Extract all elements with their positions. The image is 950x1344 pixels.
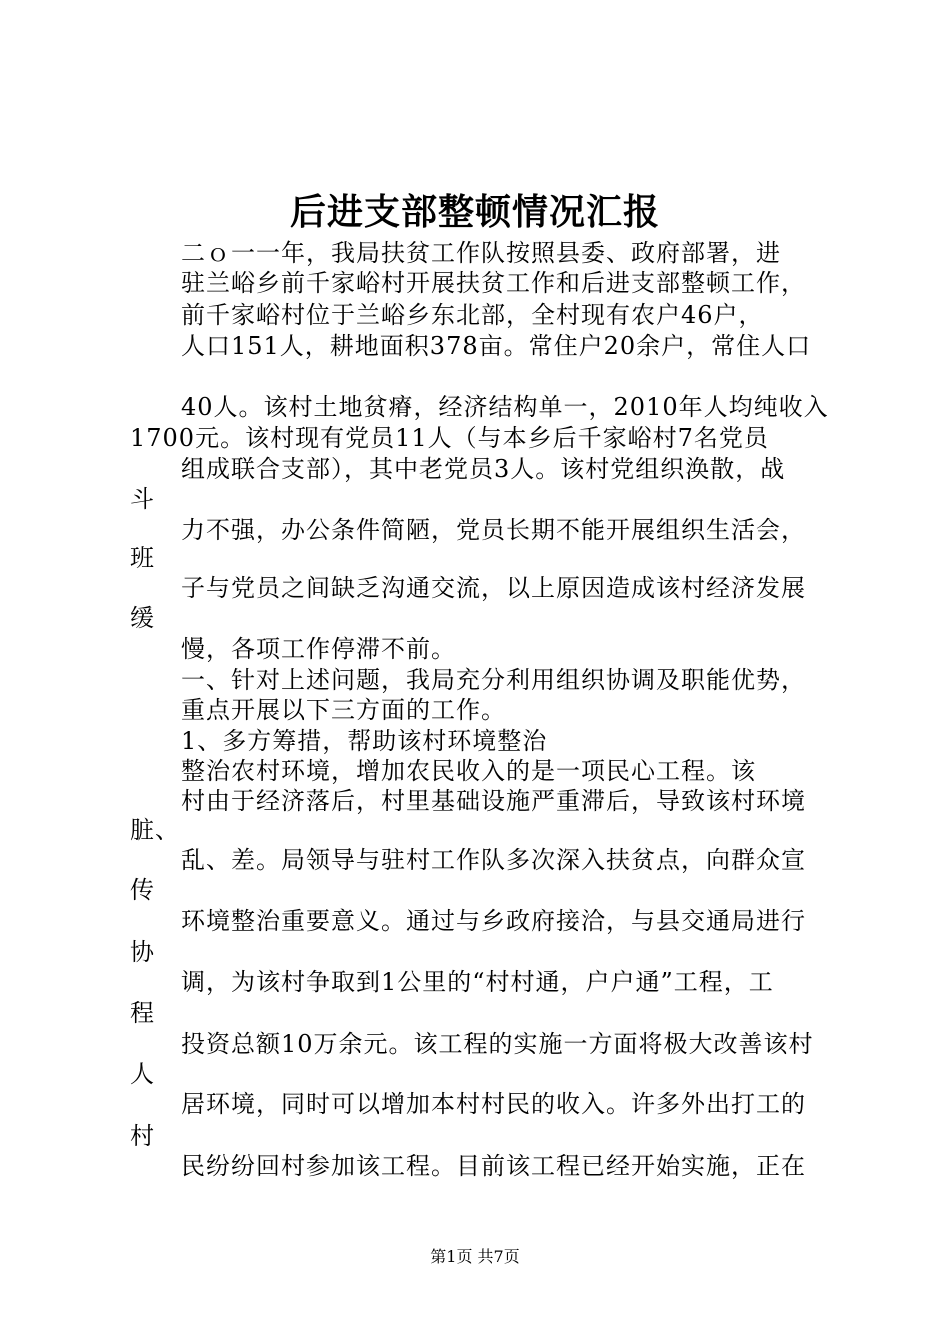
body-line: 斗 bbox=[130, 485, 155, 513]
body-line: 力不强，办公条件简陋，党员长期不能开展组织生活会， bbox=[181, 516, 806, 544]
body-line: 40人。该村土地贫瘠，经济结构单一，2010年人均纯收入 bbox=[181, 393, 829, 421]
body-line: 传 bbox=[130, 876, 155, 904]
body-line: 民纷纷回村参加该工程。目前该工程已经开始实施，正在 bbox=[181, 1152, 806, 1180]
body-line: 1、多方筹措，帮助该村环境整治 bbox=[181, 727, 548, 755]
body-line: 乱、差。局领导与驻村工作队多次深入扶贫点，向群众宣 bbox=[181, 846, 806, 874]
body-line: 组成联合支部），其中老党员3人。该村党组织涣散，战 bbox=[181, 455, 786, 483]
body-line: 协 bbox=[130, 938, 155, 966]
body-line: 调，为该村争取到1公里的“村村通，户户通”工程，工 bbox=[181, 968, 774, 996]
body-line: 人 bbox=[130, 1060, 155, 1088]
body-line: 整治农村环境，增加农民收入的是一项民心工程。该 bbox=[181, 757, 756, 785]
body-line: 慢，各项工作停滞不前。 bbox=[181, 635, 456, 663]
body-line: 脏、 bbox=[130, 816, 180, 844]
body-line: 一、针对上述问题，我局充分利用组织协调及职能优势， bbox=[181, 666, 806, 694]
body-line: 缓 bbox=[130, 604, 155, 632]
body-line: 1700元。该村现有党员11人（与本乡后千家峪村7名党员 bbox=[130, 424, 769, 452]
body-line: 投资总额10万余元。该工程的实施一方面将极大改善该村 bbox=[181, 1030, 814, 1058]
body-line: 人口151人，耕地面积378亩。常住户20余户，常住人口 bbox=[181, 332, 812, 360]
page-number-footer: 第1页 共7页 bbox=[430, 1247, 520, 1266]
body-line: 村 bbox=[130, 1122, 155, 1150]
body-line: 班 bbox=[130, 544, 155, 572]
body-line: 驻兰峪乡前千家峪村开展扶贫工作和后进支部整顿工作， bbox=[181, 269, 806, 297]
body-line: 二ｏ一一年，我局扶贫工作队按照县委、政府部署，进 bbox=[181, 239, 781, 267]
body-line: 居环境，同时可以增加本村村民的收入。许多外出打工的 bbox=[181, 1090, 806, 1118]
body-line: 前千家峪村位于兰峪乡东北部，全村现有农户46户， bbox=[181, 301, 764, 329]
body-line: 程 bbox=[130, 999, 155, 1027]
body-line: 环境整治重要意义。通过与乡政府接洽，与县交通局进行 bbox=[181, 907, 806, 935]
document-title: 后进支部整顿情况汇报 bbox=[289, 191, 660, 233]
body-line: 村由于经济落后，村里基础设施严重滞后，导致该村环境 bbox=[181, 787, 806, 815]
body-line: 重点开展以下三方面的工作。 bbox=[181, 696, 506, 724]
body-line: 子与党员之间缺乏沟通交流，以上原因造成该村经济发展 bbox=[181, 574, 806, 602]
